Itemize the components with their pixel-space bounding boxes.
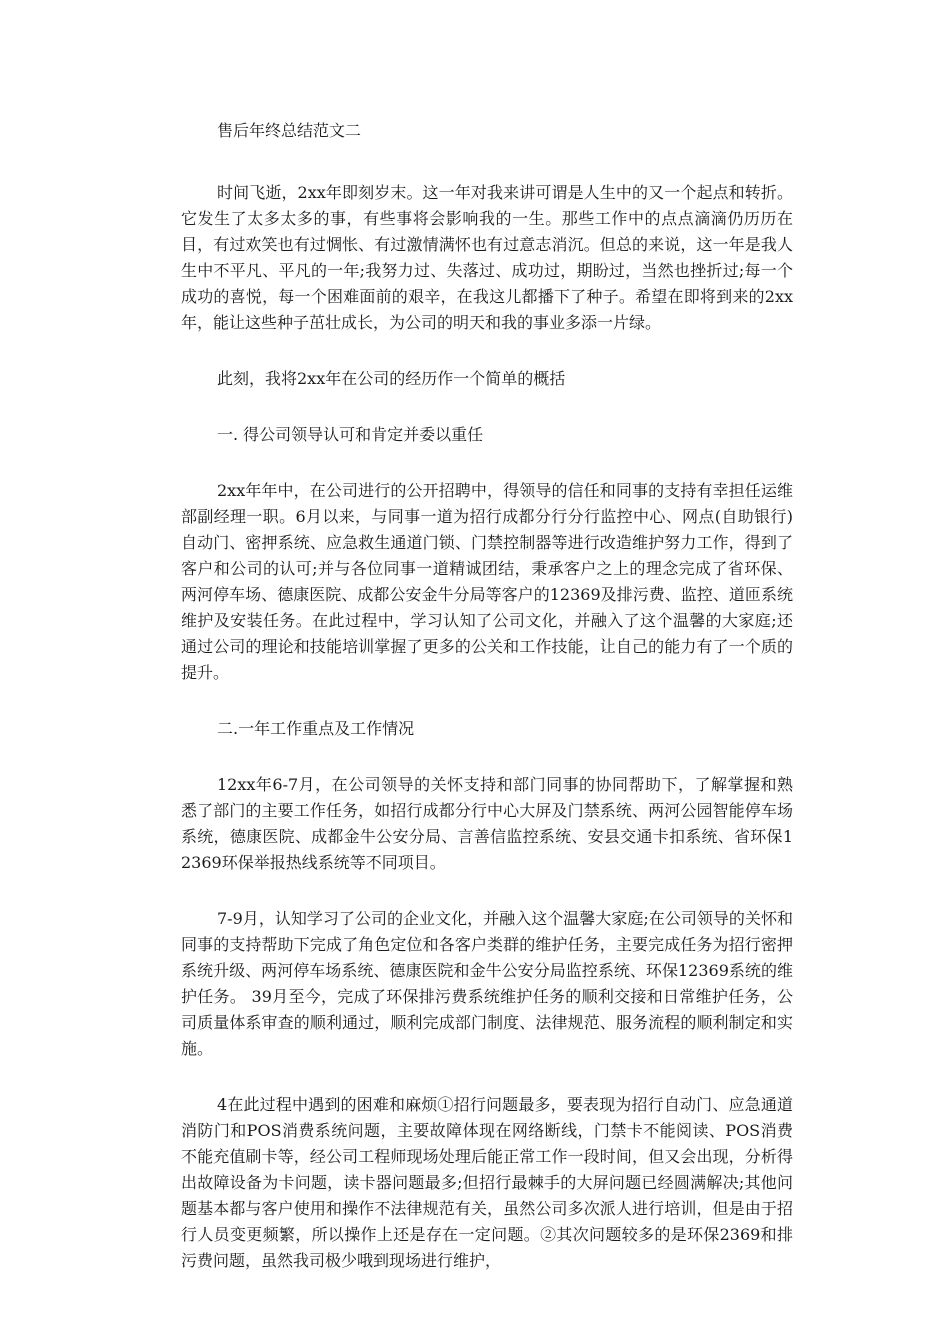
section-two-paragraph-1: 12xx年6-7月，在公司领导的关怀支持和部门同事的协同帮助下，了解掌握和熟悉了部门的主要工作任务，如招行成都分行中心大屏及门禁系统、两河公园智能停车场系统，德康医院、成都金牛公安分局、言善信监控系统、安县交通卡扣系统、省环保12369环保举报热线系统等不同项目。	[181, 775, 793, 872]
spacer	[181, 448, 793, 478]
section-one-paragraph: 2xx年年中，在公司进行的公开招聘中，得领导的信任和同事的支持有幸担任运维部副经理一职。6月以来，与同事一道为招行成都分行分行监控中心、网点(自助银行)自动门、密押系统、应急救生通道门锁、门禁控制器等进行改造维护努力工作，得到了客户和公司的认可;并与各位同事一道精诚团结，秉承客户之上的理念完成了省环保、两河停车场、德康医院、成都公安金牛分局等客户的12369及排污费、监控、道匝系统维护及安装任务。在此过程中，学习认知了公司文化，并融入了这个温馨的大家庭;还通过公司的理论和技能培训掌握了更多的公关和工作技能，让自己的能力有了一个质的提升。	[181, 481, 793, 682]
spacer	[181, 144, 793, 180]
section-two-paragraph-3: 4在此过程中遇到的困难和麻烦①招行问题最多，要表现为招行自动门、应急通道消防门和POS消费系统问题，主要故障体现在网络断线，门禁卡不能阅读、POS消费不能充值刷卡等，经公司工程师现场处理后能正常工作一段时间，但又会出现，分析得出故障设备为卡问题，读卡器问题最多;但招行最棘手的大屏问题已经圆满解决;其他问题基本都与客户使用和操作不法律规范有关，虽然公司多次派人进行培训，但是由于招行人员变更频繁，所以操作上还是存在一定问题。②其次问题较多的是环保2369和排污费问题，虽然我司极少哦到现场进行维护，	[181, 1095, 793, 1270]
section-heading-two: 二.一年工作重点及工作情况	[217, 719, 415, 738]
section-two-paragraph-2: 7-9月，认知学习了公司的企业文化，并融入这个温馨大家庭;在公司领导的关怀和同事的支持帮助下完成了角色定位和各客户类群的维护任务，主要完成任务为招行密押系统升级、两河停车场系统、德康医院和金牛公安分局监控系统、环保12369系统的维护任务。 39月至今，完成了环保排污费系统维护任务的顺利交接和日常维护任务，公司质量体系审查的顺利通过，顺利完成部门制度、法律规范、服务流程的顺利制定和实施。	[181, 909, 793, 1058]
intro-paragraph: 时间飞逝，2xx年即刻岁末。这一年对我来讲可谓是人生中的又一个起点和转折。它发生了太多太多的事，有些事将会影响我的一生。那些工作中的点点滴滴仍历历在目，有过欢笑也有过惆怅、有过激情满怀也有过意志消沉。但总的来说，这一年是我人生中不平凡、平凡的一年;我努力过、失落过、成功过，期盼过，当然也挫折过;每一个成功的喜悦，每一个困难面前的艰辛，在我这儿都播下了种子。希望在即将到来的2xx年，能让这些种子茁壮成长，为公司的明天和我的事业多添一片绿。	[181, 183, 793, 332]
document-title: 售后年终总结范文二	[217, 121, 362, 140]
summary-lead-paragraph: 此刻，我将2xx年在公司的经历作一个简单的概括	[217, 369, 566, 388]
spacer	[181, 742, 793, 772]
spacer	[181, 392, 793, 422]
section-heading-one: 一. 得公司领导认可和肯定并委以重任	[217, 425, 484, 444]
spacer	[181, 876, 793, 906]
spacer	[181, 686, 793, 716]
spacer	[181, 1062, 793, 1092]
spacer	[181, 336, 793, 366]
document-page	[181, 118, 793, 1274]
